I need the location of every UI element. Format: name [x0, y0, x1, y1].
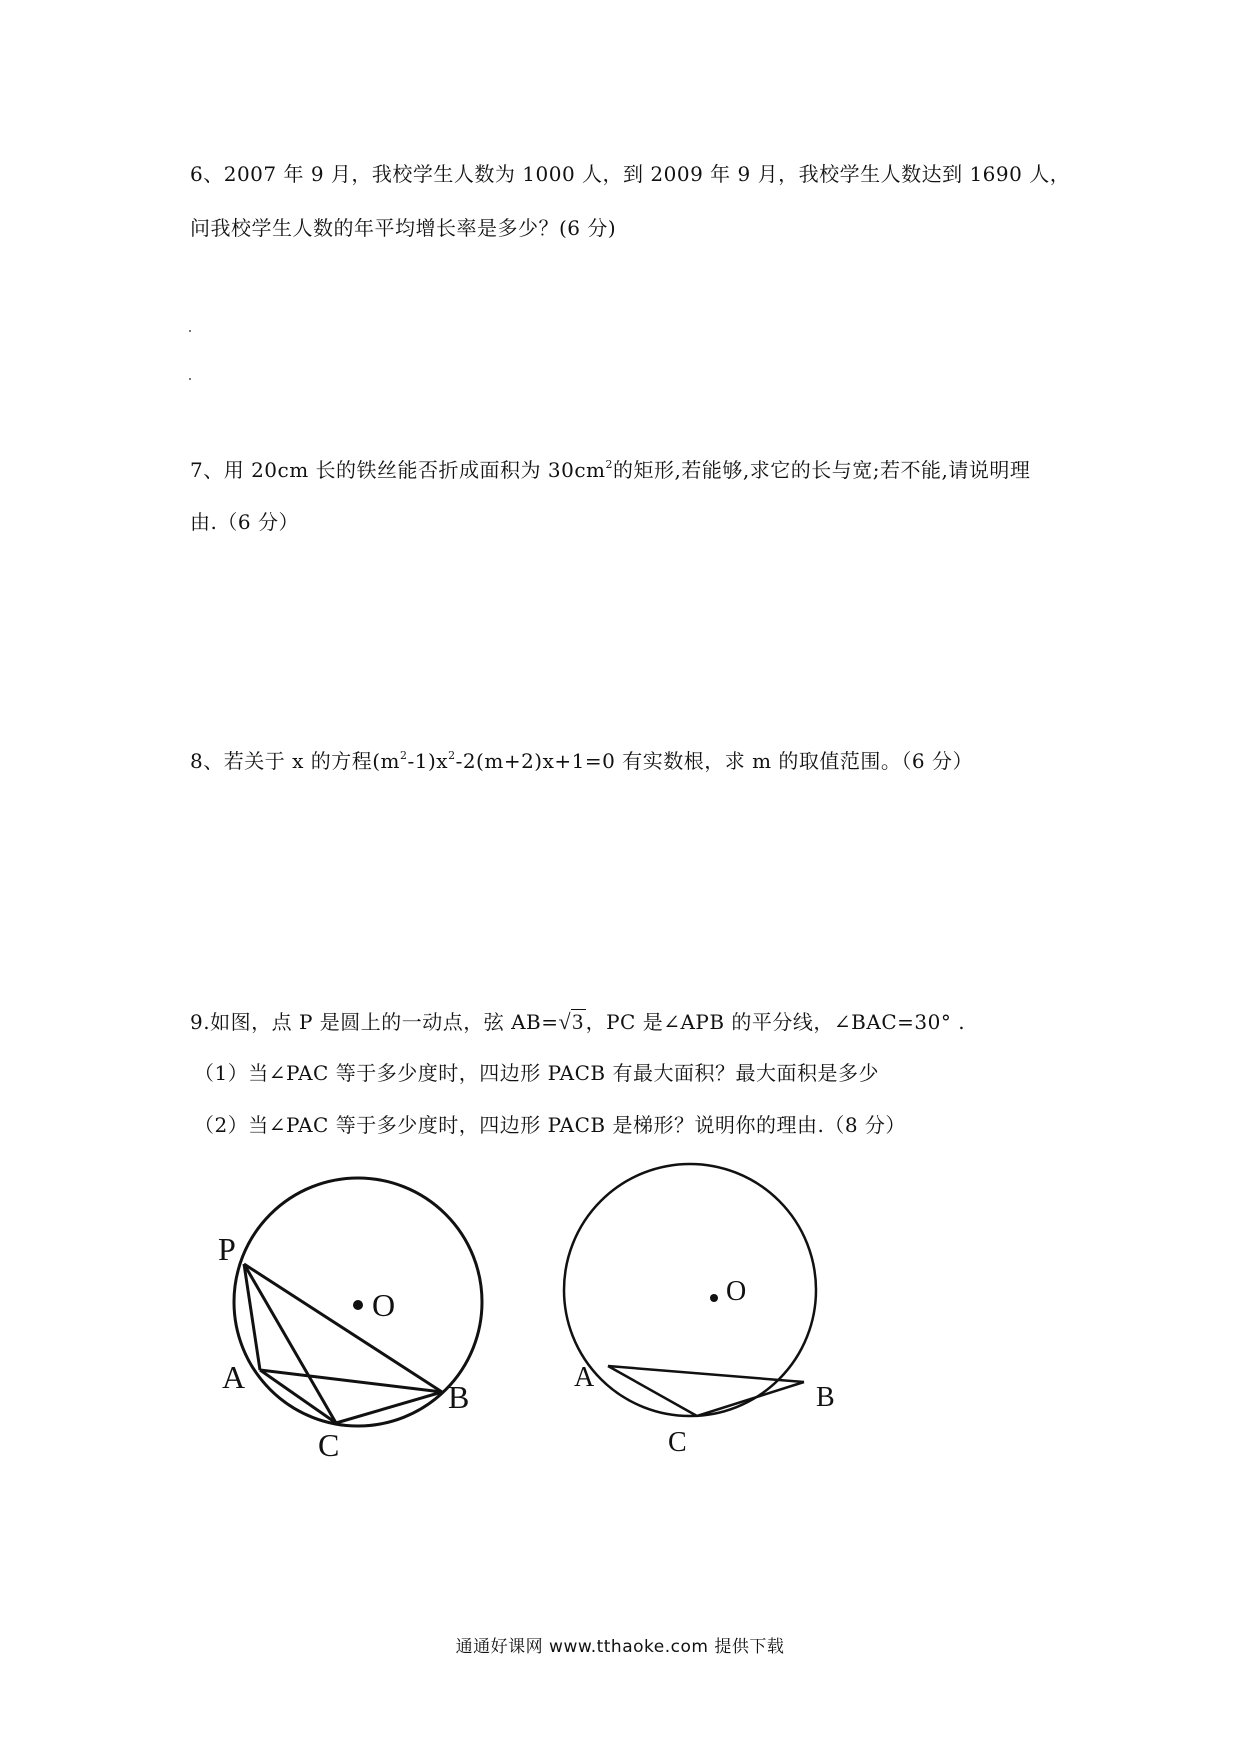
question-7-line-1: [190, 456, 1030, 484]
label-b-left: B: [448, 1379, 470, 1415]
question-9-sub-1: （1）当∠PAC 等于多少度时，四边形 PACB 有最大面积？最大面积是多少: [194, 1061, 879, 1085]
label-p: P: [218, 1231, 236, 1267]
sqrt-expression: [559, 1008, 586, 1036]
label-c-right: C: [668, 1427, 687, 1458]
circle-o-right: [564, 1164, 816, 1416]
question-7-text-b: 的矩形,若能够,求它的长与宽;若不能,请说明理: [613, 458, 1031, 482]
center-dot-right: [710, 1294, 718, 1302]
figure-left: [200, 1160, 520, 1470]
page-footer: 通通好课网 www.tthaoke.com 提供下载: [455, 1637, 785, 1657]
question-9-sub-2: （2）当∠PAC 等于多少度时，四边形 PACB 是梯形？说明你的理由.（8 分）: [194, 1113, 906, 1137]
question-6-line-1: 6、2007 年 9 月，我校学生人数为 1000 人，到 2009 年 9 月，我校学生人数达到 1690 人，: [190, 162, 1071, 186]
segment-cb-right: [697, 1382, 804, 1416]
label-a-left: A: [222, 1359, 246, 1395]
segment-pc: [244, 1264, 336, 1423]
question-9-line-1: [190, 1008, 965, 1036]
question-8-text-a: 8、若关于 x 的方程(m: [190, 749, 400, 773]
figure-right: [560, 1160, 860, 1460]
label-b-right: B: [816, 1382, 835, 1413]
question-8-superscript-2: 2: [448, 749, 456, 762]
question-8-line: [190, 747, 973, 775]
question-6-line-2: 问我校学生人数的年平均增长率是多少？(6 分): [190, 216, 617, 240]
question-7-text-a: 7、用 20cm 长的铁丝能否折成面积为 30cm: [190, 458, 606, 482]
segment-ac-right: [608, 1366, 697, 1416]
label-a-right: A: [574, 1362, 595, 1393]
scan-dot: [189, 330, 191, 332]
scan-dot: [189, 378, 191, 380]
question-9-text-a: 9.如图，点 P 是圆上的一动点，弦 AB=: [190, 1010, 559, 1034]
radicand: 3: [572, 1009, 584, 1034]
label-c-left: C: [318, 1427, 340, 1463]
question-8-text-c: -2(m+2)x+1=0 有实数根，求 m 的取值范围。（6 分）: [455, 749, 973, 773]
question-7-line-2: 由.（6 分）: [190, 510, 299, 534]
radical-sign: √: [558, 1009, 572, 1034]
question-8-superscript-1: 2: [400, 749, 408, 762]
center-dot-left: [353, 1300, 363, 1310]
label-o-right: O: [726, 1276, 747, 1307]
question-7-superscript: 2: [605, 458, 614, 471]
label-o-left: O: [372, 1287, 396, 1323]
question-8-text-b: -1)x: [407, 749, 449, 773]
segment-ab-right: [608, 1366, 804, 1382]
question-9-text-b: ，PC 是∠APB 的平分线，∠BAC=30° .: [585, 1010, 966, 1034]
segment-cb: [336, 1392, 442, 1423]
